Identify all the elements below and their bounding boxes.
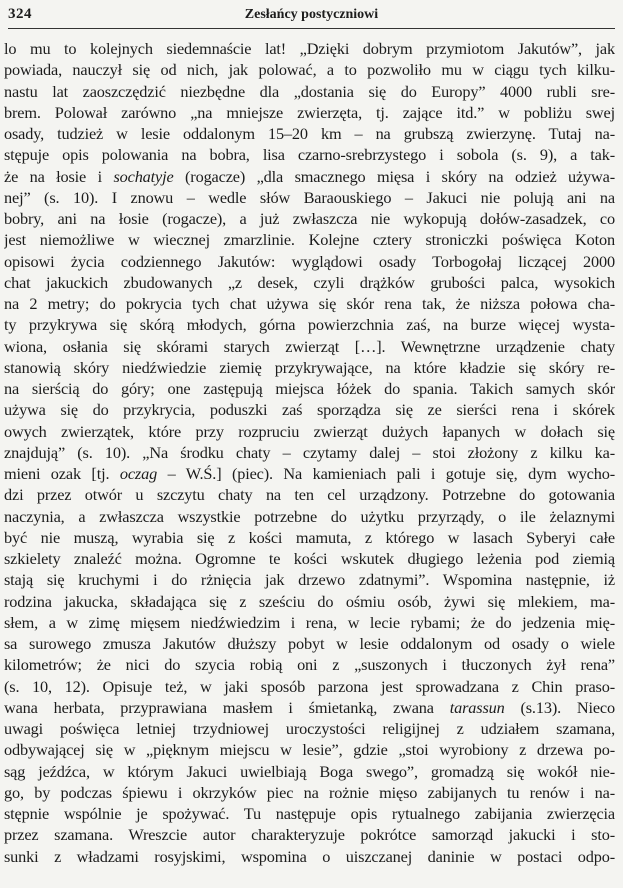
- text-line: na sierścią do góry; one zastępują miejsca łóżek do spania. Takich samych skór: [4, 379, 615, 398]
- text-line: go, by podczas śpiewu i okrzyków piec na rożnie mięso zabijanych tu renów i na-: [4, 782, 615, 802]
- text-line: być nie muszą, wyrabia się z kości mamuta, z którego w lasach Syberyi całe: [4, 527, 615, 547]
- page-number: 324: [8, 6, 32, 22]
- running-head: Zesłańcy postyczniowi: [244, 7, 379, 22]
- text-line: szkielety znaleźć można. Ogromne te kości wskutek długiego leżenia pod ziemią: [4, 549, 615, 568]
- text-line: lo mu to kolejnych siedemnaście lat! „Dzięki dobrym przymiotom Jakutów”, jak: [4, 39, 615, 58]
- text-line: stanowią skóry niedźwiedzie ziemię przykrywające, na które kładzie się skóry re-: [4, 357, 615, 377]
- text-line: wana herbata, przyprawiana masłem i śmietanką, zwana tarassun (s.13). Nieco: [4, 697, 615, 717]
- text-line: sąg jeźdźca, w którym Jakuci uwielbiają Boga swego”, gromadzą się wokół nie-: [4, 761, 615, 781]
- text-line: że na łosie i sochatyje (rogacze) „dla smacznego mięsa i skóry na odzież używa-: [4, 166, 615, 186]
- text-line: dzi przez otwór u szczytu chaty na ten cel urządzony. Potrzebne do gotowania: [4, 485, 615, 505]
- text-line: powiada, nauczył się od nich, jak polować, a to pozwoliło mu w ciągu tych kilku-: [4, 60, 615, 80]
- text-line: brem. Polował zarówno „na mniejsze zwierzęta, tj. zające itd.” w pobliżu swej: [4, 102, 615, 122]
- text-line: wiona, osłania się skórami starych zwierząt […]. Wewnętrzne urządzenie chaty: [4, 336, 615, 356]
- text-line: kilometrów; że nici do szycia robią oni z „suszonych i tłuczonych żył rena”: [4, 655, 615, 675]
- text-line: odbywającej się w „pięknym miejscu w lesie”, gdzie „stoi wyrobiony z drzewa po-: [4, 740, 615, 760]
- text-line: znajdują” (s. 10). „Na środku chaty – czytamy dalej – stoi złożony z kilku ka-: [4, 442, 615, 462]
- text-line: osady, tudzież w lesie oddalonym 15–20 km – na grubszą zwierzynę. Tutaj na-: [4, 124, 615, 143]
- text-line: chat jakuckich zbudowanych „z desek, czyli drążków grubości palca, wysokich: [4, 272, 615, 292]
- text-line: sunki z władzami rosyjskimi, wspomina o uiszczanej daninie w postaci odpo-: [4, 846, 615, 866]
- text-line: ty przykrywa się skórą młodych, górna powierzchnia zaś, na burze więcej wysta-: [4, 315, 615, 335]
- body-text: [4, 38, 615, 867]
- text-line: mieni ozak [tj. oczag – W.Ś.] (piec). Na kamieniach pali i gotuje się, dym wycho-: [4, 464, 615, 483]
- text-line: stępuje opis polowania na bobra, lisa czarno-srebrzystego i sobola (s. 9), a tak-: [4, 145, 615, 165]
- text-line: bobry, ani na łosie (rogacze), a już zwłaszcza nie wykopują dołów-zasadzek, co: [4, 209, 615, 228]
- text-line: słem, a w zimę mięsem niedźwiedzim i rena, w lecie rybami; że do jedzenia mię-: [4, 612, 615, 632]
- text-line: rodzina jakucka, składająca się z sześciu do ośmiu osób, żywi się mlekiem, ma-: [4, 591, 615, 611]
- text-line: jest niemożliwe w wiecznej zmarzlinie. Kolejne cztery stroniczki poświęca Koton: [4, 230, 615, 250]
- text-line: nastu lat zaoszczędzić niezbędne dla „dostania się do Europy” 4000 rubli sre-: [4, 81, 615, 101]
- page-header: [8, 4, 615, 29]
- text-line: stają się kruchymi i do rżnięcia jak drzewo zdatnymi”. Wspomina następnie, iż: [4, 570, 615, 590]
- text-line: stępnie wspólnie je spożywać. Tu następuje opis rytualnego zabijania zwierzęcia: [4, 804, 615, 823]
- text-line: owych zwierzątek, które przy rozpruciu zwierząt dużych łapanych w dołach się: [4, 421, 615, 441]
- text-line: opisowi życia codziennego Jakutów: wyglądowi osady Torbogołaj liczącej 2000: [4, 251, 615, 271]
- text-line: naczynia, a zwłaszcza wszystkie potrzebne do użytku przyrządy, o ile żelaznymi: [4, 506, 615, 526]
- text-line: (s. 10, 12). Opisuje też, w jaki sposób parzona jest sprowadzana z Chin praso-: [4, 676, 615, 696]
- text-line: uwagi poświęca letniej trzydniowej uroczystości religijnej z udziałem szamana,: [4, 719, 615, 738]
- text-line: nej” (s. 10). I znowu – wedle słów Baraouskiego – Jakuci nie polują ani na: [4, 187, 615, 207]
- text-line: używa się do przykrycia, poduszki zaś sporządza się ze sierści rena i skórek: [4, 400, 615, 420]
- text-line: sa surowego zmusza Jakutów dłuższy pobyt w lesie oddalonym od osady o wiele: [4, 634, 615, 653]
- text-line: przez szamana. Wreszcie autor charakteryzuje pokrótce samorząd jakucki i sto-: [4, 825, 615, 845]
- text-line: na 2 metry; do pokrycia tych chat używa się skór rena tak, że niższa połowa cha-: [4, 294, 615, 313]
